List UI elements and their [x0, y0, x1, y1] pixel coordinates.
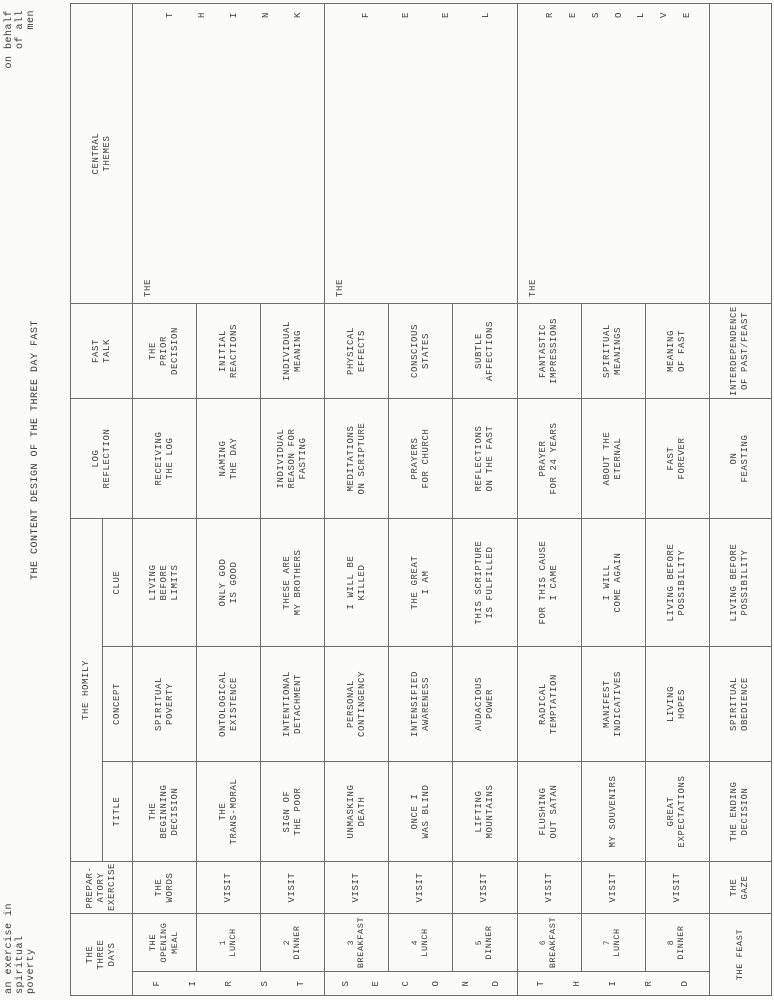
prep-cell: VISIT — [325, 861, 389, 913]
title-cell: GREAT EXPECTATIONS — [645, 761, 709, 861]
title-cell: THE ENDING DECISION — [709, 761, 771, 861]
theme-letter: L — [481, 11, 492, 18]
meal-label — [517, 913, 581, 971]
band-letter: E — [370, 980, 381, 987]
dedication-note: on behalf of all men — [4, 10, 37, 69]
session-number: 7 — [603, 939, 613, 946]
talk-cell: THE PRIOR DECISION — [133, 303, 197, 398]
clue-cell: THIS SCRIPTURE IS FULFILLED — [453, 518, 517, 646]
meal-name: THE OPENING MEAL — [148, 922, 181, 963]
band-letter: O — [430, 980, 441, 987]
talk-cell: CONSCIOUS STATES — [389, 303, 453, 398]
prep-cell: VISIT — [453, 861, 517, 913]
theme-letter: E — [567, 11, 578, 18]
concept-cell: SPIRITUAL POVERTY — [133, 646, 197, 761]
meal-label — [581, 913, 645, 971]
log-cell: REFLECTIONS ON THE FAST — [453, 398, 517, 518]
band-letter: C — [400, 980, 411, 987]
band-letter: F — [151, 980, 162, 987]
concept-cell: INTENTIONAL DETACHMENT — [261, 646, 325, 761]
band-letter: T — [295, 980, 306, 987]
talk-cell: SPIRITUAL MEANINGS — [581, 303, 645, 398]
band-letter: R — [644, 980, 655, 987]
prep-cell: THE GAZE — [709, 861, 771, 913]
theme-letter: O — [613, 11, 624, 18]
theme-band — [517, 3, 709, 303]
prep-cell: VISIT — [261, 861, 325, 913]
concept-cell: AUDACIOUS POWER — [453, 646, 517, 761]
theme-letter: L — [636, 11, 647, 18]
table-row — [709, 3, 771, 995]
clue-cell: FOR THIS CAUSE I CAME — [517, 518, 581, 646]
meal-name: DINNER — [291, 925, 302, 960]
band-letter: R — [223, 980, 234, 987]
prep-cell: VISIT — [389, 861, 453, 913]
meal-name: LUNCH — [227, 928, 238, 957]
theme-letter: R — [545, 11, 556, 18]
clue-cell: LIVING BEFORE POSSIBILITY — [709, 518, 771, 646]
title-cell: THE TRANS-MORAL — [197, 761, 261, 861]
session-number: 2 — [282, 939, 292, 946]
meal-name: BREAKFAST — [548, 916, 559, 969]
session-number: 1 — [218, 939, 228, 946]
subtitle-note: an exercise in spiritual poverty — [4, 902, 37, 994]
session-number: 8 — [667, 939, 677, 946]
log-cell: ON FEASTING — [709, 398, 771, 518]
talk-cell: MEANING OF FAST — [645, 303, 709, 398]
band-letter: I — [608, 980, 619, 987]
prep-cell: VISIT — [197, 861, 261, 913]
talk-cell: FANTASTIC IMPRESSIONS — [517, 303, 581, 398]
fast-design-table — [70, 3, 772, 996]
meal-name: DINNER — [676, 925, 687, 960]
clue-cell: THE GREAT I AM — [389, 518, 453, 646]
theme-letter: T — [165, 11, 176, 18]
log-cell: ABOUT THE ETERNAL — [581, 398, 645, 518]
title-cell: LIFTING MOUNTAINS — [453, 761, 517, 861]
meal-label — [133, 913, 197, 971]
title-cell: FLUSHING OUT SATAN — [517, 761, 581, 861]
log-cell: MEDITATIONS ON SCRIPTURE — [325, 398, 389, 518]
meal-label: THE FEAST — [709, 913, 771, 995]
session-number: 6 — [539, 939, 549, 946]
meal-label — [389, 913, 453, 971]
prep-cell: VISIT — [645, 861, 709, 913]
session-number: 4 — [410, 939, 420, 946]
concept-cell: SPIRITUAL OBEDIENCE — [709, 646, 771, 761]
talk-cell: INITIAL REACTIONS — [197, 303, 261, 398]
day-band-letters — [133, 972, 325, 996]
concept-cell: LIVING HOPES — [645, 646, 709, 761]
theme-word: THE — [335, 278, 346, 297]
theme-word: THE — [527, 278, 538, 297]
talk-cell: PHYSICAL EFFECTS — [325, 303, 389, 398]
title-cell: SIGN OF THE POOR — [261, 761, 325, 861]
meal-label — [197, 913, 261, 971]
band-letter: S — [259, 980, 270, 987]
table-row — [517, 3, 581, 995]
concept-cell: ONTOLOGICAL EXISTENCE — [197, 646, 261, 761]
table-row — [325, 3, 389, 995]
document-title: THE CONTENT DESIGN OF THE THREE DAY FAST — [30, 319, 41, 581]
band-letter: H — [572, 980, 583, 987]
theme-letter: N — [261, 11, 272, 18]
log-cell: PRAYER FOR 24 YEARS — [517, 398, 581, 518]
band-letter: N — [460, 980, 471, 987]
prep-cell: VISIT — [581, 861, 645, 913]
band-letter: D — [490, 980, 501, 987]
meal-label — [325, 913, 389, 971]
title-cell: MY SOUVENIRS — [581, 761, 645, 861]
table-row — [133, 3, 197, 995]
theme-letter: E — [682, 11, 693, 18]
clue-cell: I WILL COME AGAIN — [581, 518, 645, 646]
band-letter: D — [680, 980, 691, 987]
fast-talk-header: FAST TALK — [71, 303, 133, 398]
theme-letter: I — [229, 11, 240, 18]
clue-cell: LIVING BEFORE LIMITS — [133, 518, 197, 646]
feast-theme-cell — [709, 3, 771, 303]
clue-cell: THESE ARE MY BROTHERS — [261, 518, 325, 646]
prep-cell: THE WORDS — [133, 861, 197, 913]
log-cell: INDIVIDUAL REASON FOR FASTING — [261, 398, 325, 518]
meal-name: DINNER — [483, 925, 494, 960]
title-cell: THE BEGINNING DECISION — [133, 761, 197, 861]
clue-cell: LIVING BEFORE POSSIBILITY — [645, 518, 709, 646]
theme-letter: S — [590, 11, 601, 18]
prep-header: PREPAR- ATORY EXERCISE — [71, 861, 133, 913]
theme-letter: H — [197, 11, 208, 18]
talk-cell: SUBTLE AFFECTIONS — [453, 303, 517, 398]
homily-header: THE HOMILY — [71, 518, 103, 861]
corner-themes: CENTRAL THEMES — [71, 3, 133, 303]
band-letter: T — [536, 980, 547, 987]
meal-label — [261, 913, 325, 971]
concept-header: CONCEPT — [103, 646, 133, 761]
band-letter: I — [187, 980, 198, 987]
day-band-letters — [325, 972, 517, 996]
log-cell: NAMING THE DAY — [197, 398, 261, 518]
title-cell: UNMASKING DEATH — [325, 761, 389, 861]
log-cell: RECEIVING THE LOG — [133, 398, 197, 518]
log-cell: PRAYERS FOR CHURCH — [389, 398, 453, 518]
session-number: 5 — [474, 939, 484, 946]
concept-cell: PERSONAL CONTINGENCY — [325, 646, 389, 761]
title-header: TITLE — [103, 761, 133, 861]
band-letter: S — [340, 980, 351, 987]
theme-word: THE — [143, 278, 154, 297]
concept-cell: RADICAL TEMPTATION — [517, 646, 581, 761]
log-header: LOG REFLECTION — [71, 398, 133, 518]
log-cell: FAST FOREVER — [645, 398, 709, 518]
theme-band — [325, 3, 517, 303]
theme-letter: E — [401, 11, 412, 18]
concept-cell: INTENSIFIED AWARENESS — [389, 646, 453, 761]
theme-band — [133, 3, 325, 303]
meal-label — [645, 913, 709, 971]
clue-cell: ONLY GOD IS GOOD — [197, 518, 261, 646]
meal-name: LUNCH — [419, 928, 430, 957]
days-header: THE THREE DAYS — [71, 913, 133, 995]
session-number: 3 — [346, 939, 356, 946]
prep-cell: VISIT — [517, 861, 581, 913]
header-row — [71, 3, 103, 995]
clue-cell: I WILL BE KILLED — [325, 518, 389, 646]
theme-letter: F — [361, 11, 372, 18]
meal-name: BREAKFAST — [355, 916, 366, 969]
talk-cell: INTERDEPENDENCE OF PAST/FEAST — [709, 303, 771, 398]
theme-letter: E — [441, 11, 452, 18]
meal-label — [453, 913, 517, 971]
title-cell: ONCE I WAS BLIND — [389, 761, 453, 861]
meal-name: LUNCH — [612, 928, 623, 957]
theme-letter: V — [659, 11, 670, 18]
talk-cell: INDIVIDUAL MEANING — [261, 303, 325, 398]
concept-cell: MANIFEST INDICATIVES — [581, 646, 645, 761]
clue-header: CLUE — [103, 518, 133, 646]
theme-letter: K — [293, 11, 304, 18]
day-band-letters — [517, 972, 709, 996]
